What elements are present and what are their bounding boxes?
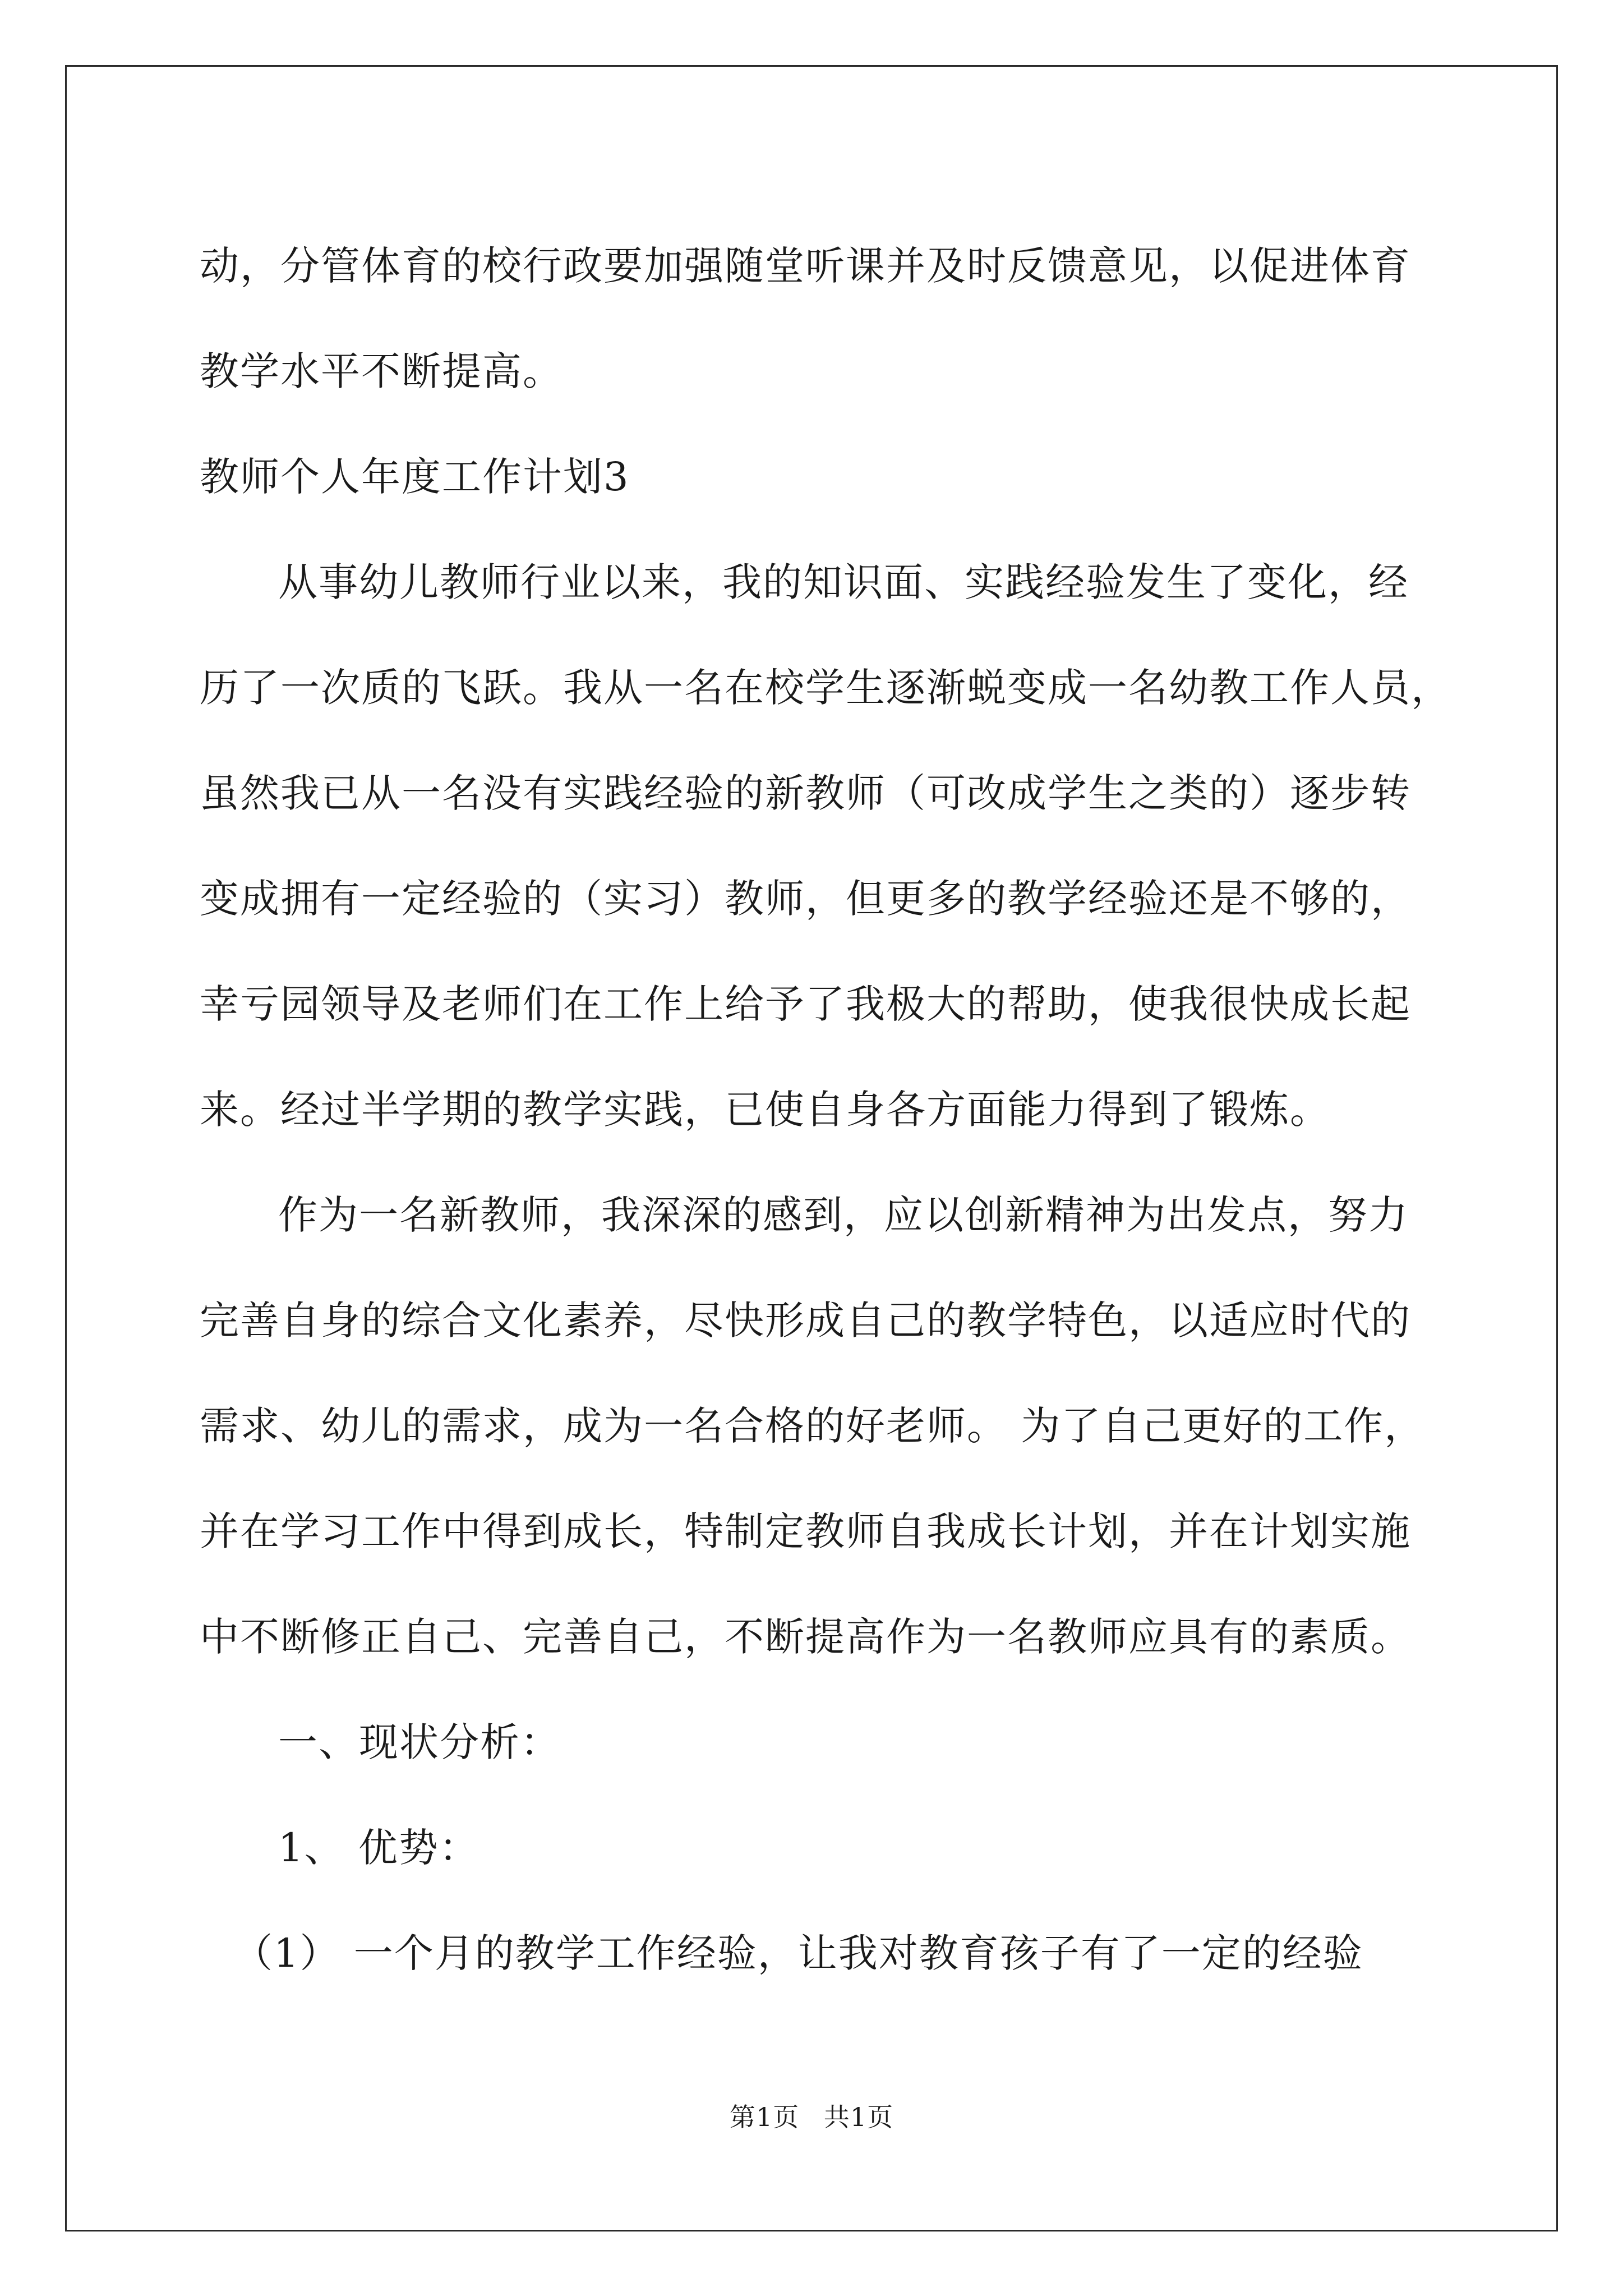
list-heading: 一、现状分析： (278, 1719, 561, 1765)
text-line: 教学水平不断提高。 (200, 348, 563, 394)
text-line: 动，分管体育的校行政要加强随堂听课并及时反馈意见，以促进体育 (200, 243, 1411, 289)
document-body (200, 213, 1451, 2006)
page-footer (0, 2097, 1623, 2134)
text-line: 需求、幼儿的需求，成为一名合格的好老师。 为了自己更好的工作， (200, 1403, 1425, 1449)
page-total: 共1页 (823, 2102, 894, 2132)
section-title: 教师个人年度工作计划3 (200, 454, 630, 500)
text-line: 完善自身的综合文化素养，尽快形成自己的教学特色，以适应时代的 (200, 1297, 1411, 1343)
text-line: 变成拥有一定经验的（实习）教师，但更多的教学经验还是不够的， (200, 876, 1411, 922)
page-number: 第1页 (729, 2102, 800, 2132)
text-line: 从事幼儿教师行业以来，我的知识面、实践经验发生了变化，经 (278, 559, 1409, 605)
list-item: （1） 一个月的教学工作经验，让我对教育孩子有了一定的经验 (233, 1930, 1363, 1976)
text-line: 历了一次质的飞跃。我从一名在校学生逐渐蜕变成一名幼教工作人员， (200, 665, 1451, 711)
text-line: 作为一名新教师，我深深的感到，应以创新精神为出发点，努力 (278, 1192, 1409, 1238)
list-heading: 1、 优势： (278, 1825, 479, 1871)
text-line: 来。经过半学期的教学实践，已使自身各方面能力得到了锻炼。 (200, 1087, 1330, 1133)
text-line: 幸亏园领导及老师们在工作上给予了我极大的帮助，使我很快成长起 (200, 981, 1411, 1027)
text-line: 并在学习工作中得到成长，特制定教师自我成长计划，并在计划实施 (200, 1508, 1411, 1554)
text-line: 虽然我已从一名没有实践经验的新教师（可改成学生之类的）逐步转 (200, 770, 1411, 816)
text-line: 中不断修正自己、完善自己，不断提高作为一名教师应具有的素质。 (200, 1614, 1411, 1660)
